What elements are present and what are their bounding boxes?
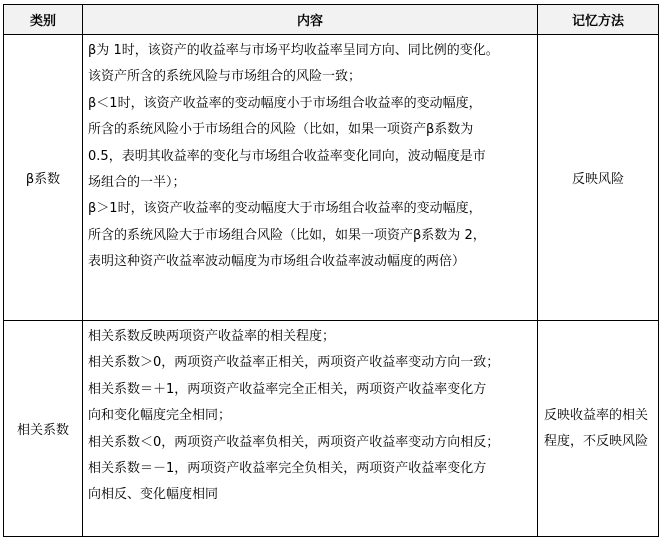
table-row xyxy=(4,35,659,321)
content-line: 0.5，表明其收益率的变化与市场组合收益率变化同向，波动幅度是市 xyxy=(88,148,486,164)
content-line: β＜1时，该资产收益率的变动幅度小于市场组合收益率的变动幅度， xyxy=(88,95,482,111)
content-line: 表明这种资产收益率波动幅度为市场组合收益率波动幅度的两倍） xyxy=(88,254,466,270)
content-line: 相关系数＝＋1，两项资产收益率完全正相关，两项资产收益率变化方 xyxy=(88,381,487,397)
content-line: 向相反、变化幅度相同 xyxy=(88,487,219,503)
row-content xyxy=(83,35,538,321)
content-line: 相关系数＝－1，两项资产收益率完全负相关，两项资产收益率变化方 xyxy=(88,460,487,476)
row-memory: 反映风险 xyxy=(538,35,659,321)
header-content: 内容 xyxy=(83,5,538,35)
row-category: β系数 xyxy=(4,35,83,321)
content-line: 该资产所含的系统风险与市场组合的风险一致； xyxy=(88,69,362,85)
header-memory: 记忆方法 xyxy=(538,5,659,35)
content-line: 相关系数＞0，两项资产收益率正相关，两项资产收益率变动方向一致； xyxy=(88,355,500,371)
content-line: 向和变化幅度完全相同； xyxy=(88,408,232,424)
memory-text: 反映收益率的相关程度，不反映风险 xyxy=(544,407,649,449)
table-row xyxy=(4,321,659,537)
content-line: 相关系数＜0，两项资产收益率负相关，两项资产收益率变动方向相反； xyxy=(88,434,500,450)
row-memory xyxy=(538,321,659,537)
content-line: β＞1时，该资产收益率的变动幅度大于市场组合收益率的变动幅度， xyxy=(88,201,482,217)
comparison-table xyxy=(3,4,659,537)
row-category: 相关系数 xyxy=(4,321,83,537)
content-line: 场组合的一半）； xyxy=(88,174,186,190)
content-line: 所含的系统风险大于市场组合风险（比如，如果一项资产β系数为 2， xyxy=(88,227,486,243)
content-line: 相关系数反映两项资产收益率的相关程度； xyxy=(88,329,336,344)
content-line: 所含的系统风险小于市场组合的风险（比如，如果一项资产β系数为 xyxy=(88,122,474,138)
row-content xyxy=(83,321,538,537)
content-line: β为 1时，该资产的收益率与市场平均收益率呈同方向、同比例的变化。 xyxy=(88,43,499,58)
header-row xyxy=(4,5,659,35)
header-category: 类别 xyxy=(4,5,83,35)
